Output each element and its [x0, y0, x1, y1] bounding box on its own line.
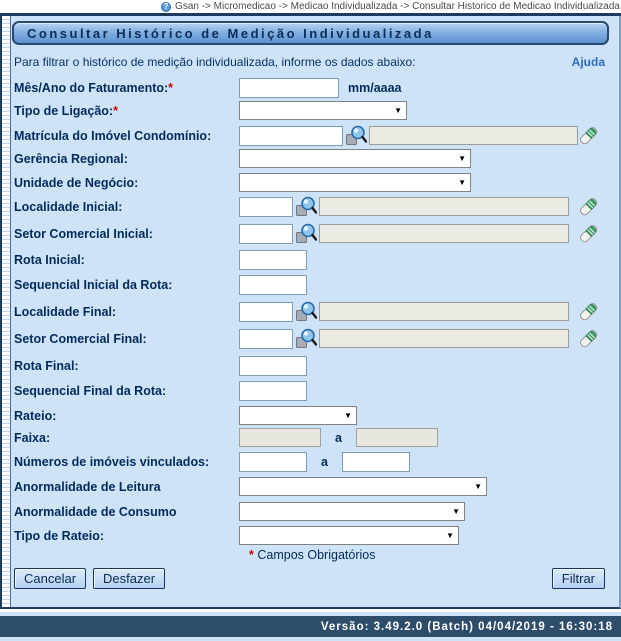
anormalidade-consumo-select-value	[240, 505, 243, 519]
faixa-to-input	[356, 428, 438, 447]
rateio-select[interactable]	[239, 406, 357, 425]
field-row-anormalidade-leitura	[14, 477, 605, 496]
localidade-inicial-input[interactable]	[239, 197, 293, 217]
mes-ano-format-hint: mm/aaaa	[348, 81, 402, 95]
rota-inicial-label: Rota Inicial:	[14, 253, 85, 267]
anormalidade-leitura-label: Anormalidade de Leitura	[14, 479, 161, 494]
chevron-down-icon: ▼	[474, 482, 482, 491]
rateio-label: Rateio:	[14, 408, 57, 423]
page-title-bar	[12, 21, 609, 45]
localidade-final-input[interactable]	[239, 302, 293, 322]
chevron-down-icon: ▼	[458, 154, 466, 163]
numeros-imoveis-label: Números de imóveis vinculados:	[14, 455, 210, 469]
chevron-down-icon: ▼	[394, 106, 402, 115]
seq-final-input[interactable]	[239, 381, 307, 401]
matricula-input[interactable]	[239, 126, 343, 146]
field-row-rateio	[14, 406, 605, 425]
anormalidade-consumo-label: Anormalidade de Consumo	[14, 504, 177, 519]
filtrar-button[interactable]: Filtrar	[552, 568, 605, 589]
mes-ano-label: Mês/Ano do Faturamento:	[14, 81, 169, 95]
version-bar	[0, 616, 621, 637]
field-row-rota-inicial	[14, 250, 605, 270]
tipo-rateio-select-value	[240, 529, 243, 543]
rota-final-label: Rota Final:	[14, 359, 79, 373]
field-row-numeros-imoveis	[14, 452, 605, 472]
field-row-seq-inicial	[14, 275, 605, 295]
search-icon[interactable]	[295, 222, 317, 245]
rota-final-input[interactable]	[239, 356, 307, 376]
bottom-strip	[0, 637, 621, 641]
search-icon[interactable]	[345, 124, 367, 147]
intro-text: Para filtrar o histórico de medição individualizada, informe os dados abaixo:	[14, 55, 416, 69]
field-row-tipo-ligacao	[14, 101, 605, 120]
range-separator: a	[335, 430, 342, 445]
rateio-select-value	[240, 409, 243, 423]
setor-final-input[interactable]	[239, 329, 293, 349]
required-asterisk: *	[113, 103, 118, 118]
anormalidade-leitura-select[interactable]	[239, 477, 487, 496]
rota-inicial-input[interactable]	[239, 250, 307, 270]
eraser-icon[interactable]	[578, 301, 599, 322]
field-row-localidade-inicial	[14, 195, 605, 218]
tipo-ligacao-select-value	[240, 104, 243, 118]
main-window	[0, 16, 621, 609]
faixa-from-input	[239, 428, 321, 447]
eraser-icon[interactable]	[578, 223, 599, 244]
localidade-final-label: Localidade Final:	[14, 304, 117, 319]
help-icon[interactable]: ?	[161, 2, 171, 12]
gerencia-label: Gerência Regional:	[14, 151, 128, 166]
field-row-seq-final	[14, 381, 605, 401]
seq-inicial-input[interactable]	[239, 275, 307, 295]
field-row-localidade-final	[14, 300, 605, 323]
seq-inicial-label: Sequencial Inicial da Rota:	[14, 278, 173, 292]
tipo-rateio-select[interactable]	[239, 526, 459, 545]
gerencia-select[interactable]	[239, 149, 471, 168]
chevron-down-icon: ▼	[452, 507, 460, 516]
tipo-ligacao-select[interactable]	[239, 101, 407, 120]
field-row-matricula	[14, 124, 605, 147]
matricula-descricao-field	[369, 126, 578, 145]
numeros-imoveis-from-input[interactable]	[239, 452, 307, 472]
desfazer-button[interactable]: Desfazer	[93, 568, 165, 589]
localidade-final-descricao-field	[319, 302, 569, 321]
chevron-down-icon: ▼	[446, 531, 454, 540]
field-row-unidade	[14, 173, 605, 192]
setor-final-descricao-field	[319, 329, 569, 348]
chevron-down-icon: ▼	[344, 411, 352, 420]
search-icon[interactable]	[295, 327, 317, 350]
gerencia-select-value	[240, 152, 243, 166]
localidade-inicial-label: Localidade Inicial:	[14, 199, 123, 214]
breadcrumb	[0, 0, 621, 13]
setor-inicial-input[interactable]	[239, 224, 293, 244]
field-row-faixa	[14, 428, 605, 447]
tipo-rateio-label: Tipo de Rateio:	[14, 528, 105, 543]
anormalidade-consumo-select[interactable]	[239, 502, 465, 521]
required-fields-note	[14, 548, 605, 562]
eraser-icon[interactable]	[578, 125, 599, 146]
unidade-select[interactable]	[239, 173, 471, 192]
field-row-rota-final	[14, 356, 605, 376]
setor-inicial-descricao-field	[319, 224, 569, 243]
mes-ano-input[interactable]	[239, 78, 339, 98]
required-note-text: Campos Obrigatórios	[257, 548, 376, 562]
chevron-down-icon: ▼	[458, 178, 466, 187]
version-text: Versão: 3.49.2.0 (Batch) 04/04/2019 - 16:30:18	[320, 620, 613, 633]
required-asterisk: *	[168, 81, 174, 95]
eraser-icon[interactable]	[578, 196, 599, 217]
matricula-label: Matrícula do Imóvel Condomínio:	[14, 128, 212, 143]
tipo-ligacao-label: Tipo de Ligação:	[14, 103, 114, 118]
search-icon[interactable]	[295, 195, 317, 218]
field-row-gerencia	[14, 149, 605, 168]
setor-final-label: Setor Comercial Final:	[14, 331, 147, 346]
search-icon[interactable]	[295, 300, 317, 323]
breadcrumb-path: Gsan -> Micromedicao -> Medicao Individualizada -> Consultar Historico de Medicao Individualizada	[175, 1, 620, 12]
faixa-label: Faixa:	[14, 430, 51, 445]
field-row-anormalidade-consumo	[14, 502, 605, 521]
anormalidade-leitura-select-value	[240, 480, 243, 494]
localidade-inicial-descricao-field	[319, 197, 569, 216]
required-asterisk: *	[249, 548, 254, 562]
setor-inicial-label: Setor Comercial Inicial:	[14, 226, 153, 241]
field-row-mes-ano	[14, 78, 605, 98]
field-row-setor-inicial	[14, 222, 605, 245]
button-bar	[14, 568, 607, 589]
page-title: Consultar Histórico de Medição Individualizada	[27, 25, 434, 41]
seq-final-label: Sequencial Final da Rota:	[14, 384, 167, 398]
ajuda-link[interactable]: Ajuda	[571, 55, 605, 69]
unidade-label: Unidade de Negócio:	[14, 175, 139, 190]
range-separator: a	[321, 455, 328, 469]
numeros-imoveis-to-input[interactable]	[342, 452, 410, 472]
cancelar-button[interactable]: Cancelar	[14, 568, 86, 589]
unidade-select-value	[240, 176, 243, 190]
field-row-tipo-rateio	[14, 526, 605, 545]
field-row-setor-final	[14, 327, 605, 350]
eraser-icon[interactable]	[578, 328, 599, 349]
